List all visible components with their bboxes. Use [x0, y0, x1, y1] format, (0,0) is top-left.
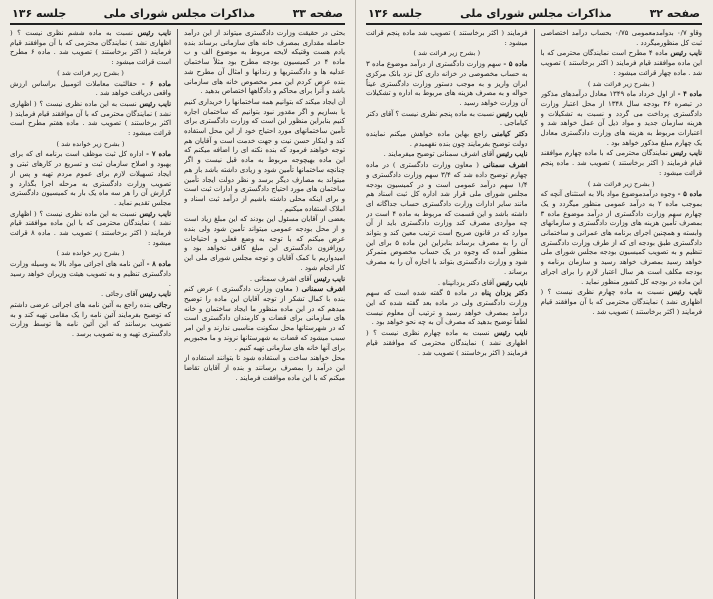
- speaker-label: اشرف سمنانی: [301, 285, 345, 294]
- page-number: صفحه ۳۳: [292, 6, 343, 20]
- speaker-label: دکتر کیامنی: [491, 130, 528, 139]
- paragraph: [184, 285, 345, 353]
- paragraph: [366, 29, 528, 48]
- paragraph: [10, 150, 171, 208]
- paragraph: [366, 279, 528, 289]
- reading-note: ( بشرح زیر قرائت شد ): [57, 68, 124, 77]
- paragraph-text: وقاو ۰/۷ بدوآمدمعمومی ۰/۷۵ بحساب درآمد اختصاصی ثبت کل منظورمیگردد .: [540, 29, 702, 47]
- paragraph-text: بنده راجع به آئین نامه های اجرائی عرضی داشتم که توضیح بفرمایند آئین نامه را یک مقامی تهیه کند و به تصویب برسانند که این آئین نامه ها توسط وزارت دادگستری تهیه و به تصویب برسد .: [10, 300, 171, 339]
- page-columns: [10, 29, 345, 599]
- paragraph: [10, 80, 171, 99]
- speaker-label: اشرف سمنانی: [483, 161, 528, 170]
- speaker-label: رجائی: [153, 300, 171, 309]
- reading-note: ( بشرح زیر خوانده شد ): [56, 249, 125, 258]
- speaker-label: دکتر یزدان پناه: [481, 289, 528, 298]
- column-left: [366, 29, 528, 599]
- paragraph: [541, 149, 703, 178]
- paragraph: [366, 150, 528, 160]
- paragraph-text: ( معاون وزارت دادگستری ) عرض کنم بنده با کمال تشکر از توجه آقایان این ماده را توضیح میدهم که در این ماده منظور ما ایجاد ساختمان و خانه های سازمانی برای قضات و کارمندان دادگستری است که در شهرستانها محل سکونت مناسبی ندارند و این امر سبب میشود که قضات به شهرستانها نروند و ما مجبوریم برای آنها خانه های سازمانی تهیه کنیم .: [184, 285, 345, 352]
- page-columns: [366, 29, 702, 599]
- reading-note: ( بشرح زیر قرائت شد ): [587, 79, 655, 88]
- paragraph-text: بعضی از آقایان مسئول این بودند که این مبلغ زیاد است و از محل بودجه عمومی میتواند تأمین شود ولی بنده عرض میکنم که با توجه به وضع فعلی و احتیاجات روزافزون دادگستری این مبلغ کافی نخواهد بود و امیدواریم با کمک آقایان و توجه مجلس شورای ملی این کار انجام شود .: [184, 215, 345, 272]
- paragraph: [366, 289, 528, 328]
- paragraph: [541, 190, 703, 287]
- paragraph: [184, 98, 345, 214]
- paragraph-text: آقای دکتر یزدانپناه .: [437, 278, 495, 287]
- reading-note: ( بشرح زیر قرائت شد ): [587, 179, 655, 188]
- speaker-label: ماده ۸ -: [146, 260, 171, 269]
- paragraph-text: نسبت به این ماده نظری نیست ؟ ( اظهاری نشد ) نمایندگان محترمی که با آن موافقند قیام فرمایند ( اکثر برخاستند ) تصویب شد . ماده هفتم مطرح است قرائت میشود :: [10, 99, 171, 138]
- speaker-label: نایب رئیس: [139, 99, 171, 108]
- paragraph: [366, 60, 528, 109]
- paragraph-text: اداره کل ثبت موظف است برنامه ای که برای بهبود و اصلاح سازمان ثبت و تسریع در کارهای ثبتی و ایجاد تسهیلات لازم برای عموم مردم تهیه و پس از تصویب وزارت دادگستری به مرحله اجرا بگذارد و گزارش آن را هر سه ماه یک بار به کمیسیون دادگستری مجلس تقدیم نماید .: [10, 150, 171, 207]
- paragraph-text: در ماده ۵ گفته شده است که سهم وزارت دادگستری ولی در ماده بعد گفته شده که این درآمد بمصرف خواهد رسید و ترتیب آن معلوم نیست لطفاً توضیح بدهید که مصرف آن به چه نحو خواهد بود .: [366, 289, 528, 327]
- paragraph-text: آئین نامه های اجرائی مواد بالا به وسیله وزارت دادگستری تنظیم و به تصویب هیئت وزیران خواهد رسید .: [10, 260, 171, 288]
- paragraph-text: نسبت به ماده چهارم نظری نیست ؟ ( اظهاری نشد ) نمایندگان محترمی که با آن موافقند قیام فرمایند ( اکثر برخاستند ) تصویب شد .: [540, 288, 702, 316]
- session-number: جلسه ۱۳۶: [12, 6, 67, 20]
- paragraph: [10, 29, 171, 68]
- speaker-label: نایب رئیس: [139, 209, 171, 218]
- speaker-label: نایب رئیس: [137, 29, 171, 37]
- paragraph-text: نسبت به ماده چهارم نظری نیست ؟ ( اظهاری نشد ) نمایندگان محترمی که موافقند قیام فرمایند ( اکثر برخاستند ) تصویب شد .: [366, 329, 528, 357]
- paragraph-text: آقای رجائی .: [100, 290, 138, 299]
- paragraph: [366, 329, 528, 358]
- paragraph: [184, 29, 345, 97]
- paragraph: [10, 301, 171, 340]
- column-right: [541, 29, 703, 599]
- speaker-label: ماده ۵ -: [677, 190, 702, 199]
- speaker-label: نایب رئیس: [496, 278, 528, 287]
- paragraph-text: بحثی در حقیقت وزارت دادگستری میتواند از این درآمد حاصله مقداری بمصرف خانه های سازمانی برساند بنده یادم هست وقتیکه لایحه مربوط به موضوع الف و ب ماده ۴ در کمیسیون بودجه مطرح بود مثلاً ساختمان عدلیه ها و دادگستریها و زندانها و امثال آن مطرح شد بنده عرض کردم این ممر مخصوص خانه های سازمانی باشد و آنرا برای محاکم و دادگاهها اختصاص بدهید .: [184, 29, 345, 96]
- paragraph: [366, 161, 528, 277]
- paragraph-text: نسبت به ماده ششم نظری نیست ؟ ( اظهاری نشد ) نمایندگان محترمی که با آن موافقند قیام فرمایند ( اکثر برخاستند ) تصویب شد . ماده ۶ مطرح است قرائت میشود :: [10, 29, 171, 67]
- page-33: [0, 0, 356, 599]
- speaker-label: نایب رئیس: [313, 274, 345, 283]
- page-number: صفحه ۳۲: [649, 6, 700, 20]
- paragraph: [184, 215, 345, 273]
- paragraph-text: ( معاون وزارت دادگستری ) در ماده چهارم توضیح داده شد که ۳/۴ سهم وزارت دادگستری و ۱/۴ سهم درآمد عمومی است و در کمیسیون بودجه مجلس شورای ملی قرار شد اداره کل ثبت اسناد هم مانند سایر ادارات وزارت دادگستری حساب جداگانه ای داشته باشد و این قسمت که مربوط به ماده ۴ است در چه مواردی مصرف کند وزارت دادگستری باید از آن موارد که در قانون صریح است ترتیب معین کند و بتواند آن را به مصرف برساند بنابراین این ماده ۵ برای این منظور آمده که وجوه در یک حساب مخصوص متمرکز شود و وزارت دادگستری بتواند با اجازه آن را به مصرف برساند .: [366, 161, 528, 276]
- speaker-label: نایب رئیس: [670, 149, 702, 158]
- speaker-label: نایب رئیس: [139, 290, 171, 299]
- paragraph-text: ماده ۴ مطرح است نمایندگان محترمی که با این ماده موافقند قیام فرمایند ( اکثر برخاستند ) تصویب شد . ماده چهار قرائت میشود :: [540, 49, 702, 77]
- paragraph-text: سهم وزارت دادگستری از درآمد موضوع ماده ۳ به حساب مخصوصی در خزانه داری کل نزد بانک مرکزی ایران واریز و به موجب دستور وزارت دادگستری عیناً حواله و به مصرف هزینه های مربوط به اداره و تشکیلات آن وزارت خواهد رسید .: [366, 60, 528, 107]
- paragraph-text: راجع بهاین ماده خواهش میکنم نماینده دولت توضیح بفرمایند چون بنده نفهمیدم .: [366, 130, 528, 148]
- paragraph: [10, 290, 171, 300]
- speaker-label: نایب رئیس: [668, 288, 702, 297]
- paragraph: [541, 90, 703, 148]
- paragraph-text: نمایندگان محترمی که با ماده چهارم موافقند قیام فرمایند ( اکثر برخاستند ) تصویب شد . ماده پنجم قرائت میشود :: [540, 149, 702, 177]
- publication-title: مذاکرات مجلس شورای ملی: [103, 6, 256, 20]
- column-left: [10, 29, 171, 599]
- speaker-label: ماده ۵ -: [503, 60, 528, 69]
- page-header: [366, 6, 702, 25]
- speaker-label: نایب رئیس: [496, 150, 528, 159]
- paragraph: [541, 49, 703, 78]
- paragraph: [10, 100, 171, 139]
- column-divider: [177, 29, 178, 599]
- paragraph-text: آقای اشرف سمنانی توضیح میفرمایند .: [383, 150, 495, 159]
- paragraph-text: نسبت به ماده پنجم نظری نیست ؟ آقای دکتر کیاماجی .: [366, 109, 528, 128]
- paragraph: [366, 110, 528, 129]
- reading-note: ( بشرح زیر خوانده شد ): [56, 139, 125, 148]
- paragraph: [541, 288, 703, 317]
- column-right: [184, 29, 345, 599]
- paragraph-text: حقالثبت معاملات اتومبیل براساس ارزش واقعی دریافت خواهد شد .: [10, 79, 171, 98]
- speaker-label: نایب رئیس: [493, 329, 528, 338]
- publication-title: مذاکرات مجلس شورای ملی: [460, 6, 612, 20]
- paragraph: [541, 29, 703, 48]
- paragraph-text: نسبت به این ماده نظری نیست ؟ ( اظهاری نشد ) نمایندگان محترمی که با این ماده موافقند قیام فرمایند ( اکثر برخاستند ) تصویب شد . ماده ۸ قرائت میشود :: [10, 209, 171, 247]
- paragraph-text: از اول خرداد ماه ۱۳۴۹ معادل درآمدهای مذکور در تبصره ۳۶ بودجه سال ۱۳۴۸ از محل اعتبار وزارت دادگستری پرداخت می گردد و نسبت به تشکیلات و هزینه سازمان جدید و مواد ذیل آن عمل خواهد شد و اعتبارات مربوط به هزینه های وزارت دادگستری معادل یک چهارم مبلغ مذکور خواهد بود .: [540, 90, 702, 147]
- speaker-label: ماده ۶ -: [141, 79, 171, 88]
- paragraph: [10, 210, 171, 249]
- paragraph-text: آقای اشرف سمنانی .: [249, 274, 312, 283]
- paragraph-text: وجوه درآمدموضوع مواد بالا به استثنای آنچه که بموجب ماده ۲ به درآمد عمومی منظور میگردد و یک چهارم سهم وزارت دادگستری از درآمد موضوع ماده ۳ بمصرف تأمین هزینه های وزارت دادگستری و سازمانهای وابسته و همچنین اجرای برنامه های عمرانی و ساختمانی دادگستری طبق بودجه ای که از طرف وزارت دادگستری تنظیم و به تصویب کمیسیون بودجه مجلس شورای ملی خواهد رسید بمصرف خواهد رسید و سازمان برنامه و بودجه مکلف است هر سال اعتبار لازم را برای اجرای این ماده در بودجه کل کشور منظور نماید .: [540, 190, 702, 286]
- paragraph: [184, 354, 345, 383]
- page-header: [10, 6, 345, 25]
- session-number: جلسه ۱۳۶: [368, 6, 423, 20]
- paragraph-text: محل خواهند ساخت و استفاده شود تا بتوانند استفاده از این درآمد را بمصرف برسانند و بنده از آقایان تقاضا میکنم که با این ماده موافقت فرمایند .: [184, 354, 345, 382]
- paragraph: [184, 275, 345, 285]
- column-divider: [534, 29, 535, 599]
- page-32: [356, 0, 712, 599]
- reading-note: ( بشرح زیر قرائت شد ): [413, 49, 481, 58]
- speaker-label: نایب رئیس: [670, 49, 702, 58]
- paragraph-text: آن ایجاد میکند که بتوانیم همه ساختمانها را خریداری کنیم یا بسازیم و اگر مقدور نبود بتوانیم که ساختمان اجاره کنیم بنابراین منظور این است که وزارت دادگستری برای تأمین ساختمانهای مورد احتیاج خود از این محل استفاده کند و اینکار حسن نیت و جهت خدمت است و آقایان هم توجه خواهند فرمود که بنده نکته ای را اضافه میکنم که این ماده بهیچوجه مربوط به ماده قبل نیست و اگر چنانچه ساختمانها تأمین شود و زیادی داشته باشد باز هم میتواند به مصارف دیگر برسد و نظر دولت ایجاد تأمین ساختمان های مورد احتیاج دادگستری و ادارات ثبت است و برای اینکه محلی داشته باشیم از درآمد ثبت اسناد و املاک استفاده میکنیم .: [184, 97, 345, 213]
- speaker-label: ماده ۴ -: [677, 90, 702, 99]
- paragraph: [10, 260, 171, 289]
- paragraph: [366, 130, 528, 149]
- paragraph-text: فرمایند ( اکثر برخاستند ) تصویب شد ماده پنجم قرائت میشود :: [366, 29, 528, 47]
- speaker-label: ماده ۷ -: [146, 150, 171, 159]
- speaker-label: نایب رئیس: [496, 109, 528, 118]
